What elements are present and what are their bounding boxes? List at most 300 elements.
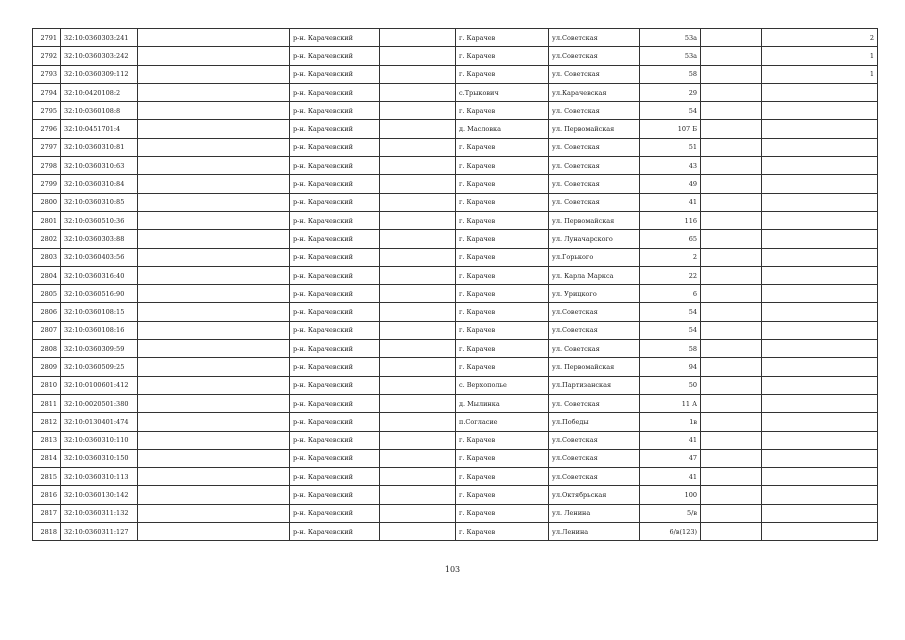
- cadastral-number-cell: 32:10:0360403:56: [61, 248, 138, 266]
- locality-cell: г. Карачев: [456, 523, 549, 541]
- table-row: [33, 230, 878, 248]
- locality-cell: г. Карачев: [456, 504, 549, 522]
- blank-cell: [380, 303, 456, 321]
- locality-cell: г. Карачев: [456, 102, 549, 120]
- extra-value-cell: [762, 358, 878, 376]
- locality-cell: с.Трыкович: [456, 83, 549, 101]
- locality-cell: г. Карачев: [456, 138, 549, 156]
- house-number-cell: 41: [640, 193, 701, 211]
- row-number-cell: 2794: [33, 83, 61, 101]
- blank-cell: [138, 248, 290, 266]
- row-number-cell: 2811: [33, 394, 61, 412]
- blank-cell: [701, 175, 762, 193]
- extra-value-cell: [762, 413, 878, 431]
- street-cell: ул. Советская: [549, 394, 640, 412]
- blank-cell: [701, 230, 762, 248]
- row-number-cell: 2807: [33, 321, 61, 339]
- locality-cell: д. Масловка: [456, 120, 549, 138]
- blank-cell: [380, 358, 456, 376]
- house-number-cell: 94: [640, 358, 701, 376]
- blank-cell: [138, 340, 290, 358]
- blank-cell: [138, 266, 290, 284]
- street-cell: ул. Урицкого: [549, 285, 640, 303]
- street-cell: ул. Первомайская: [549, 358, 640, 376]
- cadastral-number-cell: 32:10:0360310:81: [61, 138, 138, 156]
- blank-cell: [701, 303, 762, 321]
- row-number-cell: 2817: [33, 504, 61, 522]
- extra-value-cell: [762, 266, 878, 284]
- extra-value-cell: [762, 230, 878, 248]
- blank-cell: [701, 29, 762, 47]
- blank-cell: [701, 266, 762, 284]
- row-number-cell: 2798: [33, 157, 61, 175]
- cadastral-number-cell: 32:10:0360108:8: [61, 102, 138, 120]
- street-cell: ул.Партизанская: [549, 376, 640, 394]
- district-cell: р-н. Карачевский: [290, 29, 380, 47]
- row-number-cell: 2793: [33, 65, 61, 83]
- blank-cell: [380, 175, 456, 193]
- cadastral-number-cell: 32:10:0360309:112: [61, 65, 138, 83]
- locality-cell: г. Карачев: [456, 486, 549, 504]
- house-number-cell: 41: [640, 431, 701, 449]
- district-cell: р-н. Карачевский: [290, 376, 380, 394]
- district-cell: р-н. Карачевский: [290, 65, 380, 83]
- blank-cell: [138, 285, 290, 303]
- table-row: [33, 523, 878, 541]
- locality-cell: г. Карачев: [456, 29, 549, 47]
- blank-cell: [701, 431, 762, 449]
- extra-value-cell: [762, 102, 878, 120]
- blank-cell: [138, 394, 290, 412]
- table-row: [33, 394, 878, 412]
- district-cell: р-н. Карачевский: [290, 138, 380, 156]
- cadastral-number-cell: 32:10:0360108:15: [61, 303, 138, 321]
- street-cell: ул.Советская: [549, 321, 640, 339]
- row-number-cell: 2808: [33, 340, 61, 358]
- blank-cell: [138, 138, 290, 156]
- blank-cell: [380, 211, 456, 229]
- blank-cell: [380, 486, 456, 504]
- blank-cell: [380, 138, 456, 156]
- blank-cell: [701, 449, 762, 467]
- cadastral-number-cell: 32:10:0100601:412: [61, 376, 138, 394]
- house-number-cell: 6: [640, 285, 701, 303]
- table-row: [33, 321, 878, 339]
- blank-cell: [138, 29, 290, 47]
- cadastral-number-cell: 32:10:0360310:113: [61, 468, 138, 486]
- row-number-cell: 2803: [33, 248, 61, 266]
- extra-value-cell: 2: [762, 29, 878, 47]
- extra-value-cell: [762, 449, 878, 467]
- district-cell: р-н. Карачевский: [290, 47, 380, 65]
- street-cell: ул.Советская: [549, 303, 640, 321]
- blank-cell: [380, 376, 456, 394]
- blank-cell: [138, 468, 290, 486]
- district-cell: р-н. Карачевский: [290, 83, 380, 101]
- blank-cell: [380, 248, 456, 266]
- district-cell: р-н. Карачевский: [290, 486, 380, 504]
- row-number-cell: 2801: [33, 211, 61, 229]
- extra-value-cell: [762, 303, 878, 321]
- blank-cell: [701, 413, 762, 431]
- locality-cell: д. Мылинка: [456, 394, 549, 412]
- street-cell: ул.Советская: [549, 449, 640, 467]
- cadastral-number-cell: 32:10:0130401:474: [61, 413, 138, 431]
- extra-value-cell: [762, 468, 878, 486]
- table-row: [33, 83, 878, 101]
- district-cell: р-н. Карачевский: [290, 175, 380, 193]
- locality-cell: г. Карачев: [456, 468, 549, 486]
- extra-value-cell: [762, 193, 878, 211]
- blank-cell: [701, 102, 762, 120]
- locality-cell: г. Карачев: [456, 248, 549, 266]
- house-number-cell: 5/в: [640, 504, 701, 522]
- street-cell: ул. Карла Маркса: [549, 266, 640, 284]
- table-row: [33, 193, 878, 211]
- cadastral-number-cell: 32:10:0420108:2: [61, 83, 138, 101]
- extra-value-cell: [762, 157, 878, 175]
- extra-value-cell: [762, 175, 878, 193]
- row-number-cell: 2809: [33, 358, 61, 376]
- blank-cell: [701, 285, 762, 303]
- blank-cell: [138, 431, 290, 449]
- blank-cell: [138, 321, 290, 339]
- blank-cell: [701, 394, 762, 412]
- street-cell: ул.Советская: [549, 29, 640, 47]
- cadastral-number-cell: 32:10:0020501:380: [61, 394, 138, 412]
- blank-cell: [380, 65, 456, 83]
- blank-cell: [380, 83, 456, 101]
- extra-value-cell: [762, 285, 878, 303]
- blank-cell: [701, 120, 762, 138]
- house-number-cell: 58: [640, 340, 701, 358]
- row-number-cell: 2792: [33, 47, 61, 65]
- table-row: [33, 376, 878, 394]
- street-cell: ул. Советская: [549, 65, 640, 83]
- district-cell: р-н. Карачевский: [290, 504, 380, 522]
- table-row: [33, 413, 878, 431]
- extra-value-cell: [762, 504, 878, 522]
- blank-cell: [380, 413, 456, 431]
- blank-cell: [380, 102, 456, 120]
- row-number-cell: 2810: [33, 376, 61, 394]
- blank-cell: [138, 303, 290, 321]
- cadastral-number-cell: 32:10:0360130:142: [61, 486, 138, 504]
- extra-value-cell: [762, 394, 878, 412]
- house-number-cell: 11 А: [640, 394, 701, 412]
- table-row: [33, 102, 878, 120]
- house-number-cell: 65: [640, 230, 701, 248]
- table-row: [33, 47, 878, 65]
- house-number-cell: 51: [640, 138, 701, 156]
- blank-cell: [138, 193, 290, 211]
- blank-cell: [138, 211, 290, 229]
- blank-cell: [701, 486, 762, 504]
- house-number-cell: 54: [640, 303, 701, 321]
- street-cell: ул. Советская: [549, 138, 640, 156]
- table-row: [33, 468, 878, 486]
- table-body: [33, 29, 878, 541]
- cadastral-number-cell: 32:10:0360310:85: [61, 193, 138, 211]
- extra-value-cell: [762, 321, 878, 339]
- street-cell: ул.Ленина: [549, 523, 640, 541]
- district-cell: р-н. Карачевский: [290, 193, 380, 211]
- table-row: [33, 303, 878, 321]
- cadastral-number-cell: 32:10:0360516:90: [61, 285, 138, 303]
- locality-cell: г. Карачев: [456, 266, 549, 284]
- blank-cell: [701, 523, 762, 541]
- cadastral-number-cell: 32:10:0360310:150: [61, 449, 138, 467]
- blank-cell: [380, 29, 456, 47]
- street-cell: ул.Горького: [549, 248, 640, 266]
- table-row: [33, 65, 878, 83]
- house-number-cell: 53а: [640, 47, 701, 65]
- street-cell: ул. Советская: [549, 340, 640, 358]
- house-number-cell: 50: [640, 376, 701, 394]
- blank-cell: [701, 138, 762, 156]
- district-cell: р-н. Карачевский: [290, 102, 380, 120]
- district-cell: р-н. Карачевский: [290, 285, 380, 303]
- locality-cell: г. Карачев: [456, 47, 549, 65]
- table-row: [33, 449, 878, 467]
- district-cell: р-н. Карачевский: [290, 266, 380, 284]
- blank-cell: [380, 230, 456, 248]
- blank-cell: [701, 211, 762, 229]
- locality-cell: с. Верхополье: [456, 376, 549, 394]
- house-number-cell: 1в: [640, 413, 701, 431]
- extra-value-cell: [762, 376, 878, 394]
- extra-value-cell: [762, 211, 878, 229]
- table-row: [33, 211, 878, 229]
- row-number-cell: 2795: [33, 102, 61, 120]
- cadastral-number-cell: 32:10:0360310:110: [61, 431, 138, 449]
- row-number-cell: 2802: [33, 230, 61, 248]
- house-number-cell: 116: [640, 211, 701, 229]
- table-row: [33, 138, 878, 156]
- locality-cell: г. Карачев: [456, 449, 549, 467]
- blank-cell: [701, 468, 762, 486]
- row-number-cell: 2805: [33, 285, 61, 303]
- table-row: [33, 266, 878, 284]
- blank-cell: [701, 376, 762, 394]
- cadastral-number-cell: 32:10:0360310:84: [61, 175, 138, 193]
- district-cell: р-н. Карачевский: [290, 340, 380, 358]
- blank-cell: [138, 523, 290, 541]
- blank-cell: [701, 65, 762, 83]
- blank-cell: [380, 285, 456, 303]
- cadastral-number-cell: 32:10:0360311:127: [61, 523, 138, 541]
- house-number-cell: 54: [640, 102, 701, 120]
- row-number-cell: 2814: [33, 449, 61, 467]
- table-row: [33, 431, 878, 449]
- blank-cell: [138, 47, 290, 65]
- house-number-cell: 41: [640, 468, 701, 486]
- blank-cell: [701, 358, 762, 376]
- locality-cell: г. Карачев: [456, 65, 549, 83]
- table-row: [33, 248, 878, 266]
- blank-cell: [380, 47, 456, 65]
- house-number-cell: 107 Б: [640, 120, 701, 138]
- district-cell: р-н. Карачевский: [290, 431, 380, 449]
- district-cell: р-н. Карачевский: [290, 248, 380, 266]
- blank-cell: [380, 340, 456, 358]
- street-cell: ул. Советская: [549, 102, 640, 120]
- locality-cell: г. Карачев: [456, 230, 549, 248]
- district-cell: р-н. Карачевский: [290, 449, 380, 467]
- locality-cell: г. Карачев: [456, 358, 549, 376]
- blank-cell: [380, 193, 456, 211]
- blank-cell: [380, 120, 456, 138]
- district-cell: р-н. Карачевский: [290, 523, 380, 541]
- row-number-cell: 2815: [33, 468, 61, 486]
- table-row: [33, 157, 878, 175]
- blank-cell: [138, 504, 290, 522]
- blank-cell: [138, 230, 290, 248]
- extra-value-cell: [762, 248, 878, 266]
- table-row: [33, 358, 878, 376]
- cadastral-number-cell: 32:10:0451701:4: [61, 120, 138, 138]
- house-number-cell: 54: [640, 321, 701, 339]
- locality-cell: г. Карачев: [456, 321, 549, 339]
- row-number-cell: 2796: [33, 120, 61, 138]
- extra-value-cell: [762, 120, 878, 138]
- blank-cell: [138, 120, 290, 138]
- blank-cell: [380, 266, 456, 284]
- blank-cell: [138, 413, 290, 431]
- row-number-cell: 2799: [33, 175, 61, 193]
- house-number-cell: 29: [640, 83, 701, 101]
- blank-cell: [380, 394, 456, 412]
- cadastral-number-cell: 32:10:0360108:16: [61, 321, 138, 339]
- street-cell: ул.Октябрьская: [549, 486, 640, 504]
- cadastral-number-cell: 32:10:0360510:36: [61, 211, 138, 229]
- cadastral-number-cell: 32:10:0360311:132: [61, 504, 138, 522]
- row-number-cell: 2812: [33, 413, 61, 431]
- blank-cell: [138, 449, 290, 467]
- row-number-cell: 2813: [33, 431, 61, 449]
- blank-cell: [701, 157, 762, 175]
- street-cell: ул. Советская: [549, 175, 640, 193]
- street-cell: ул. Советская: [549, 157, 640, 175]
- district-cell: р-н. Карачевский: [290, 468, 380, 486]
- extra-value-cell: [762, 431, 878, 449]
- cadastral-number-cell: 32:10:0360303:241: [61, 29, 138, 47]
- row-number-cell: 2800: [33, 193, 61, 211]
- row-number-cell: 2816: [33, 486, 61, 504]
- locality-cell: г. Карачев: [456, 303, 549, 321]
- house-number-cell: 53а: [640, 29, 701, 47]
- cadastral-number-cell: 32:10:0360303:242: [61, 47, 138, 65]
- street-cell: ул. Первомайская: [549, 211, 640, 229]
- blank-cell: [701, 193, 762, 211]
- extra-value-cell: 1: [762, 65, 878, 83]
- row-number-cell: 2797: [33, 138, 61, 156]
- blank-cell: [380, 449, 456, 467]
- street-cell: ул. Первомайская: [549, 120, 640, 138]
- blank-cell: [138, 65, 290, 83]
- district-cell: р-н. Карачевский: [290, 413, 380, 431]
- blank-cell: [380, 468, 456, 486]
- district-cell: р-н. Карачевский: [290, 358, 380, 376]
- street-cell: ул.Карачевская: [549, 83, 640, 101]
- table-row: [33, 486, 878, 504]
- street-cell: ул.Советская: [549, 468, 640, 486]
- blank-cell: [138, 83, 290, 101]
- district-cell: р-н. Карачевский: [290, 120, 380, 138]
- blank-cell: [138, 358, 290, 376]
- locality-cell: г. Карачев: [456, 211, 549, 229]
- extra-value-cell: [762, 340, 878, 358]
- extra-value-cell: [762, 138, 878, 156]
- locality-cell: г. Карачев: [456, 175, 549, 193]
- cadastral-number-cell: 32:10:0360309:59: [61, 340, 138, 358]
- locality-cell: г. Карачев: [456, 193, 549, 211]
- house-number-cell: 2: [640, 248, 701, 266]
- street-cell: ул.Советская: [549, 47, 640, 65]
- house-number-cell: 22: [640, 266, 701, 284]
- blank-cell: [380, 431, 456, 449]
- extra-value-cell: 1: [762, 47, 878, 65]
- locality-cell: г. Карачев: [456, 431, 549, 449]
- district-cell: р-н. Карачевский: [290, 230, 380, 248]
- street-cell: ул.Советская: [549, 431, 640, 449]
- house-number-cell: 49: [640, 175, 701, 193]
- table-row: [33, 285, 878, 303]
- blank-cell: [380, 157, 456, 175]
- locality-cell: г. Карачев: [456, 157, 549, 175]
- house-number-cell: 100: [640, 486, 701, 504]
- house-number-cell: 6/в(123): [640, 523, 701, 541]
- house-number-cell: 58: [640, 65, 701, 83]
- extra-value-cell: [762, 83, 878, 101]
- district-cell: р-н. Карачевский: [290, 321, 380, 339]
- blank-cell: [701, 504, 762, 522]
- district-cell: р-н. Карачевский: [290, 211, 380, 229]
- street-cell: ул.Победы: [549, 413, 640, 431]
- extra-value-cell: [762, 523, 878, 541]
- table-row: [33, 504, 878, 522]
- blank-cell: [138, 376, 290, 394]
- table-row: [33, 120, 878, 138]
- row-number-cell: 2818: [33, 523, 61, 541]
- registry-table: [32, 28, 878, 541]
- blank-cell: [701, 248, 762, 266]
- cadastral-number-cell: 32:10:0360316:40: [61, 266, 138, 284]
- row-number-cell: 2791: [33, 29, 61, 47]
- blank-cell: [138, 157, 290, 175]
- blank-cell: [701, 340, 762, 358]
- table-row: [33, 340, 878, 358]
- district-cell: р-н. Карачевский: [290, 157, 380, 175]
- blank-cell: [138, 175, 290, 193]
- table-row: [33, 175, 878, 193]
- blank-cell: [380, 321, 456, 339]
- cadastral-number-cell: 32:10:0360303:88: [61, 230, 138, 248]
- table-row: [33, 29, 878, 47]
- blank-cell: [138, 486, 290, 504]
- blank-cell: [380, 504, 456, 522]
- locality-cell: п.Согласие: [456, 413, 549, 431]
- cadastral-number-cell: 32:10:0360310:63: [61, 157, 138, 175]
- page-number: 103: [444, 565, 461, 574]
- cadastral-number-cell: 32:10:0360509:25: [61, 358, 138, 376]
- row-number-cell: 2804: [33, 266, 61, 284]
- blank-cell: [380, 523, 456, 541]
- house-number-cell: 43: [640, 157, 701, 175]
- row-number-cell: 2806: [33, 303, 61, 321]
- blank-cell: [701, 321, 762, 339]
- locality-cell: г. Карачев: [456, 340, 549, 358]
